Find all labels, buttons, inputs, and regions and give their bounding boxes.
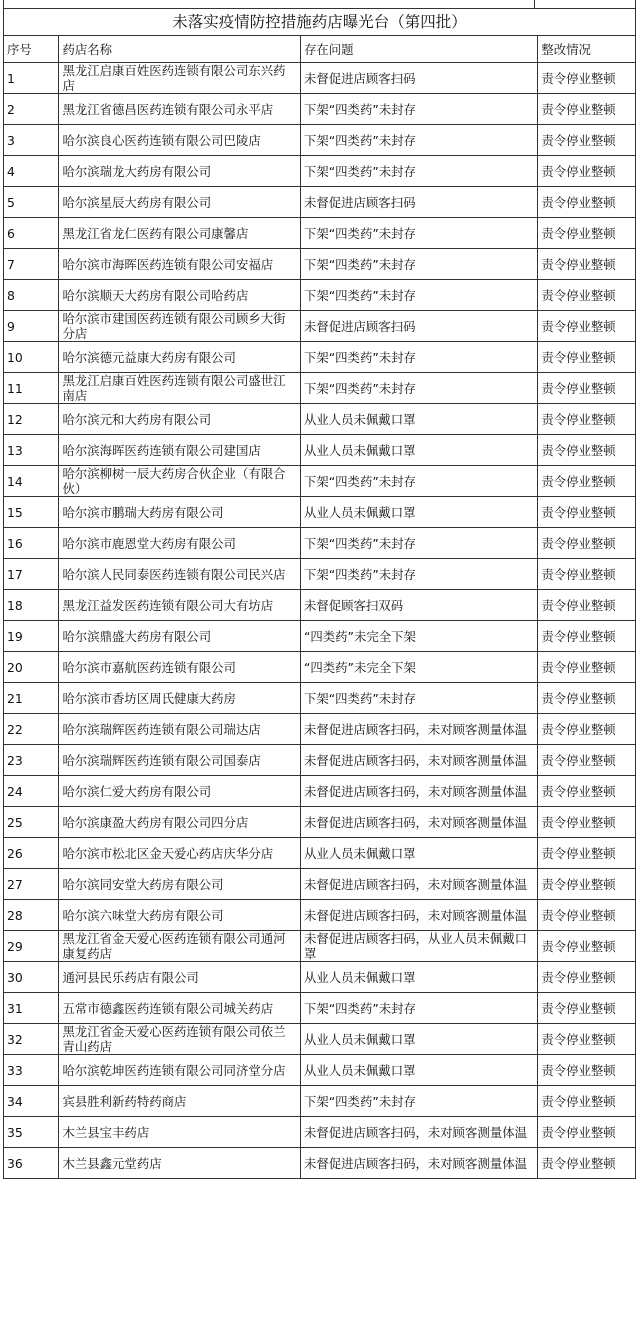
pharmacy-name: 哈尔滨市嘉航医药连锁有限公司 [59,652,300,683]
table-row [4,94,636,125]
pharmacy-name: 哈尔滨良心医药连锁有限公司巴陵店 [59,125,300,156]
pharmacy-name: 宾县胜利新药特药商店 [59,1086,300,1117]
row-number: 23 [4,745,59,776]
table-row [4,869,636,900]
rectification-status: 责令停业整顿 [538,776,636,807]
row-number: 28 [4,900,59,931]
table-row [4,900,636,931]
table-row [4,404,636,435]
rectification-status: 责令停业整顿 [538,745,636,776]
table-row [4,63,636,94]
rectification-status: 责令停业整顿 [538,931,636,962]
rectification-status: 责令停业整顿 [538,404,636,435]
issue-description: 从业人员未佩戴口罩 [300,1024,537,1055]
issue-description: 下架“四类药”未封存 [300,993,537,1024]
pharmacy-name: 哈尔滨乾坤医药连锁有限公司同济堂分店 [59,1055,300,1086]
pharmacy-name: 哈尔滨市香坊区周氏健康大药房 [59,683,300,714]
rectification-status: 责令停业整顿 [538,218,636,249]
pharmacy-name: 黑龙江省金天爱心医药连锁有限公司通河康复药店 [59,931,300,962]
issue-description: 从业人员未佩戴口罩 [300,962,537,993]
table-row [4,776,636,807]
table-row [4,311,636,342]
table-row [4,807,636,838]
row-number: 31 [4,993,59,1024]
row-number: 6 [4,218,59,249]
table-row [4,1055,636,1086]
rectification-status: 责令停业整顿 [538,280,636,311]
header-rectification: 整改情况 [538,36,636,63]
issue-description: 下架“四类药”未封存 [300,280,537,311]
table-row [4,745,636,776]
issue-description: 下架“四类药”未封存 [300,125,537,156]
table-row [4,1024,636,1055]
pharmacy-name: 哈尔滨瑞龙大药房有限公司 [59,156,300,187]
table-row [4,559,636,590]
table-title: 未落实疫情防控措施药店曝光台（第四批） [4,9,636,36]
table-row [4,1117,636,1148]
table-row [4,1086,636,1117]
rectification-status: 责令停业整顿 [538,1055,636,1086]
table-row [4,125,636,156]
rectification-status: 责令停业整顿 [538,249,636,280]
table-row [4,342,636,373]
rectification-status: 责令停业整顿 [538,311,636,342]
row-number: 25 [4,807,59,838]
issue-description: 未督促进店顾客扫码，未对顾客测量体温 [300,745,537,776]
row-number: 19 [4,621,59,652]
issue-description: 下架“四类药”未封存 [300,218,537,249]
pharmacy-name: 哈尔滨人民同泰医药连锁有限公司民兴店 [59,559,300,590]
header-number: 序号 [4,36,59,63]
pharmacy-name: 通河县民乐药店有限公司 [59,962,300,993]
issue-description: 下架“四类药”未封存 [300,559,537,590]
row-number: 13 [4,435,59,466]
pharmacy-name: 哈尔滨星辰大药房有限公司 [59,187,300,218]
pharmacy-name: 黑龙江启康百姓医药连锁有限公司盛世江南店 [59,373,300,404]
rectification-status: 责令停业整顿 [538,156,636,187]
table-row [4,714,636,745]
issue-description: 下架“四类药”未封存 [300,373,537,404]
table-row [4,683,636,714]
table-row [4,435,636,466]
title-row [4,9,636,36]
rectification-status: 责令停业整顿 [538,466,636,497]
pharmacy-name: 木兰县鑫元堂药店 [59,1148,300,1179]
row-number: 24 [4,776,59,807]
row-number: 20 [4,652,59,683]
issue-description: 未督促进店顾客扫码，未对顾客测量体温 [300,1117,537,1148]
rectification-status: 责令停业整顿 [538,342,636,373]
pharmacy-name: 木兰县宝丰药店 [59,1117,300,1148]
row-number: 9 [4,311,59,342]
row-number: 36 [4,1148,59,1179]
table-row [4,528,636,559]
pharmacy-name: 哈尔滨仁爱大药房有限公司 [59,776,300,807]
issue-description: 下架“四类药”未封存 [300,683,537,714]
row-number: 30 [4,962,59,993]
divider [534,0,535,8]
pharmacy-name: 哈尔滨元和大药房有限公司 [59,404,300,435]
issue-description: 未督促进店顾客扫码 [300,63,537,94]
issue-description: 下架“四类药”未封存 [300,249,537,280]
pharmacy-name: 哈尔滨市松北区金天爱心药店庆华分店 [59,838,300,869]
row-number: 17 [4,559,59,590]
issue-description: 未督促进店顾客扫码 [300,187,537,218]
issue-description: 从业人员未佩戴口罩 [300,838,537,869]
table-row [4,497,636,528]
rectification-status: 责令停业整顿 [538,1148,636,1179]
issue-description: “四类药”未完全下架 [300,621,537,652]
row-number: 12 [4,404,59,435]
issue-description: 从业人员未佩戴口罩 [300,404,537,435]
table-row [4,621,636,652]
table-row [4,590,636,621]
row-number: 3 [4,125,59,156]
row-number: 26 [4,838,59,869]
rectification-status: 责令停业整顿 [538,962,636,993]
pharmacy-name: 哈尔滨市鹏瑞大药房有限公司 [59,497,300,528]
pharmacy-name: 哈尔滨六味堂大药房有限公司 [59,900,300,931]
rectification-status: 责令停业整顿 [538,1117,636,1148]
table-row [4,280,636,311]
issue-description: 从业人员未佩戴口罩 [300,1055,537,1086]
issue-description: 未督促进店顾客扫码，未对顾客测量体温 [300,807,537,838]
row-number: 34 [4,1086,59,1117]
table-row [4,466,636,497]
previous-table-edge [0,0,640,8]
rectification-status: 责令停业整顿 [538,993,636,1024]
issue-description: 下架“四类药”未封存 [300,342,537,373]
issue-description: “四类药”未完全下架 [300,652,537,683]
issue-description: 未督促进店顾客扫码，未对顾客测量体温 [300,869,537,900]
issue-description: 未督促顾客扫双码 [300,590,537,621]
table-row [4,249,636,280]
issue-description: 下架“四类药”未封存 [300,156,537,187]
table-row [4,652,636,683]
rectification-status: 责令停业整顿 [538,1024,636,1055]
row-number: 4 [4,156,59,187]
issue-description: 未督促进店顾客扫码 [300,311,537,342]
rectification-status: 责令停业整顿 [538,497,636,528]
issue-description: 未督促进店顾客扫码，未对顾客测量体温 [300,776,537,807]
row-number: 5 [4,187,59,218]
row-number: 2 [4,94,59,125]
rectification-status: 责令停业整顿 [538,621,636,652]
row-number: 11 [4,373,59,404]
row-number: 8 [4,280,59,311]
table-row [4,373,636,404]
rectification-status: 责令停业整顿 [538,373,636,404]
rectification-status: 责令停业整顿 [538,869,636,900]
pharmacy-name: 黑龙江省金天爱心医药连锁有限公司依兰青山药店 [59,1024,300,1055]
pharmacy-name: 哈尔滨市建国医药连锁有限公司顾乡大街分店 [59,311,300,342]
rectification-status: 责令停业整顿 [538,652,636,683]
table-row [4,187,636,218]
issue-description: 下架“四类药”未封存 [300,94,537,125]
rectification-status: 责令停业整顿 [538,435,636,466]
pharmacy-name: 哈尔滨鼎盛大药房有限公司 [59,621,300,652]
row-number: 16 [4,528,59,559]
pharmacy-name: 哈尔滨市海晖医药连锁有限公司安福店 [59,249,300,280]
pharmacy-name: 哈尔滨德元益康大药房有限公司 [59,342,300,373]
issue-description: 从业人员未佩戴口罩 [300,435,537,466]
table-row [4,931,636,962]
issue-description: 未督促进店顾客扫码，未对顾客测量体温 [300,714,537,745]
rectification-status: 责令停业整顿 [538,187,636,218]
row-number: 18 [4,590,59,621]
row-number: 1 [4,63,59,94]
row-number: 10 [4,342,59,373]
header-pharmacy-name: 药店名称 [59,36,300,63]
pharmacy-name: 哈尔滨康盈大药房有限公司四分店 [59,807,300,838]
row-number: 33 [4,1055,59,1086]
issue-description: 未督促进店顾客扫码，从业人员未佩戴口罩 [300,931,537,962]
row-number: 35 [4,1117,59,1148]
rectification-status: 责令停业整顿 [538,590,636,621]
pharmacy-name: 哈尔滨同安堂大药房有限公司 [59,869,300,900]
rectification-status: 责令停业整顿 [538,1086,636,1117]
pharmacy-name: 黑龙江省德昌医药连锁有限公司永平店 [59,94,300,125]
table-row [4,838,636,869]
rectification-status: 责令停业整顿 [538,559,636,590]
row-number: 21 [4,683,59,714]
pharmacy-name: 哈尔滨顺天大药房有限公司哈药店 [59,280,300,311]
pharmacy-name: 黑龙江益发医药连锁有限公司大有坊店 [59,590,300,621]
row-number: 15 [4,497,59,528]
rectification-status: 责令停业整顿 [538,528,636,559]
rectification-status: 责令停业整顿 [538,683,636,714]
rectification-status: 责令停业整顿 [538,125,636,156]
issue-description: 下架“四类药”未封存 [300,466,537,497]
rectification-status: 责令停业整顿 [538,714,636,745]
row-number: 22 [4,714,59,745]
divider [3,0,4,8]
row-number: 32 [4,1024,59,1055]
table-row [4,993,636,1024]
rectification-status: 责令停业整顿 [538,807,636,838]
header-issue: 存在问题 [300,36,537,63]
table-row [4,156,636,187]
pharmacy-name: 黑龙江省龙仁医药有限公司康馨店 [59,218,300,249]
pharmacy-exposure-table [3,8,636,1179]
issue-description: 下架“四类药”未封存 [300,1086,537,1117]
rectification-status: 责令停业整顿 [538,63,636,94]
pharmacy-name: 五常市德鑫医药连锁有限公司城关药店 [59,993,300,1024]
pharmacy-name: 哈尔滨瑞辉医药连锁有限公司国泰店 [59,745,300,776]
issue-description: 从业人员未佩戴口罩 [300,497,537,528]
table-row [4,962,636,993]
rectification-status: 责令停业整顿 [538,94,636,125]
pharmacy-name: 哈尔滨瑞辉医药连锁有限公司瑞达店 [59,714,300,745]
row-number: 29 [4,931,59,962]
pharmacy-name: 哈尔滨海晖医药连锁有限公司建国店 [59,435,300,466]
row-number: 7 [4,249,59,280]
rectification-status: 责令停业整顿 [538,900,636,931]
issue-description: 未督促进店顾客扫码，未对顾客测量体温 [300,1148,537,1179]
pharmacy-name: 黑龙江启康百姓医药连锁有限公司东兴药店 [59,63,300,94]
row-number: 14 [4,466,59,497]
table-row [4,218,636,249]
divider [635,0,636,8]
issue-description: 未督促进店顾客扫码，未对顾客测量体温 [300,900,537,931]
issue-description: 下架“四类药”未封存 [300,528,537,559]
row-number: 27 [4,869,59,900]
pharmacy-name: 哈尔滨柳树一辰大药房合伙企业（有限合伙） [59,466,300,497]
rectification-status: 责令停业整顿 [538,838,636,869]
table-row [4,1148,636,1179]
pharmacy-name: 哈尔滨市鹿恩堂大药房有限公司 [59,528,300,559]
header-row [4,36,636,63]
